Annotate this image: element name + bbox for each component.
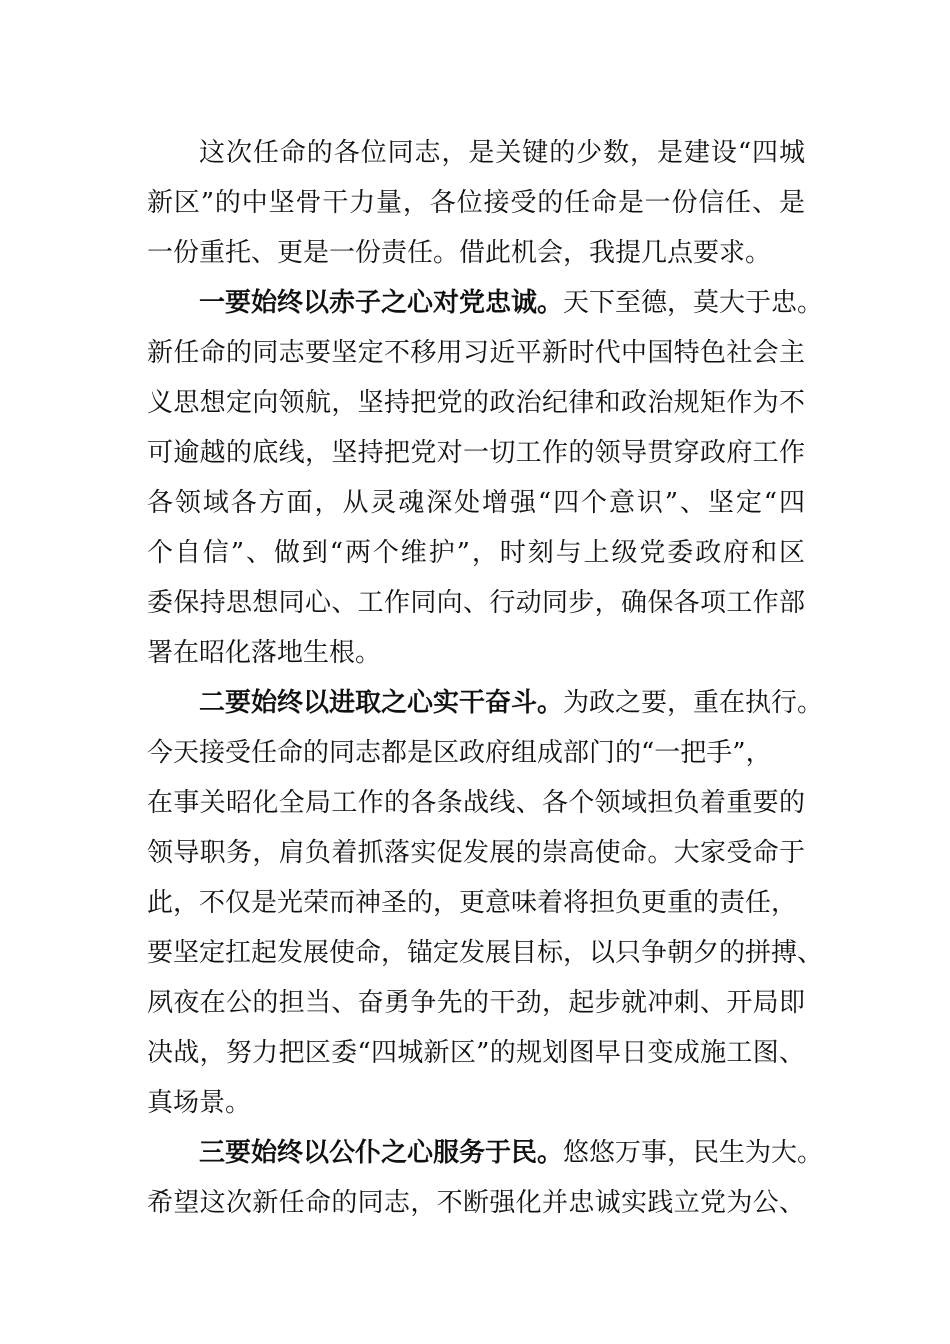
paragraph-line: 可逾越的底线，坚持把党对一切工作的领导贯穿政府工作 <box>147 438 805 468</box>
paragraph-line: 一要始终以赤子之心对党忠诚。天下至德，莫大于忠。 <box>199 288 824 318</box>
paragraph-line: 署在昭化落地生根。 <box>147 638 382 668</box>
paragraph-heading: 三要始终以公仆之心服务于民。 <box>199 1138 564 1168</box>
document-body <box>147 128 824 1228</box>
paragraph-heading: 一要始终以赤子之心对党忠诚。 <box>199 288 564 318</box>
paragraph-intro <box>147 128 805 278</box>
paragraph-line: 要坚定扛起发展使命，锚定发展目标，以只争朝夕的拼搏、 <box>147 938 824 968</box>
paragraph-line: 希望这次新任命的同志，不断强化并忠诚实践立党为公、 <box>147 1188 805 1218</box>
paragraph-line: 领导职务，肩负着抓落实促发展的崇高使命。大家受命于 <box>147 838 805 868</box>
paragraph-striving <box>147 678 824 1128</box>
paragraph-line: 新任命的同志要坚定不移用习近平新时代中国特色社会主 <box>147 338 805 368</box>
paragraph-line: 一份重托、更是一份责任。借此机会，我提几点要求。 <box>147 238 772 268</box>
paragraph-line: 义思想定向领航，坚持把党的政治纪律和政治规矩作为不 <box>147 388 805 418</box>
paragraph-line: 二要始终以进取之心实干奋斗。为政之要，重在执行。 <box>199 688 824 718</box>
paragraph-line: 今天接受任命的同志都是区政府组成部门的“一把手”， <box>147 738 772 768</box>
paragraph-line: 在事关昭化全局工作的各条战线、各个领域担负着重要的 <box>147 788 805 818</box>
paragraph-line: 委保持思想同心、工作同向、行动同步，确保各项工作部 <box>147 588 805 618</box>
paragraph-line: 三要始终以公仆之心服务于民。悠悠万事，民生为大。 <box>199 1138 824 1168</box>
paragraph-heading: 二要始终以进取之心实干奋斗。 <box>199 688 564 718</box>
paragraph-line: 此，不仅是光荣而神圣的，更意味着将担负更重的责任， <box>147 888 798 918</box>
paragraph-line: 个自信”、做到“两个维护”，时刻与上级党委政府和区 <box>147 538 805 568</box>
paragraph-line: 新区”的中坚骨干力量，各位接受的任命是一份信任、是 <box>147 188 805 218</box>
paragraph-line: 各领域各方面，从灵魂深处增强“四个意识”、坚定“四 <box>147 488 805 518</box>
paragraph-line: 夙夜在公的担当、奋勇争先的干劲，起步就冲刺、开局即 <box>147 988 805 1018</box>
paragraph-line: 决战，努力把区委“四城新区”的规划图早日变成施工图、 <box>147 1038 805 1068</box>
paragraph-service <box>147 1128 824 1228</box>
paragraph-line: 真场景。 <box>147 1088 252 1118</box>
paragraph-line: 这次任命的各位同志，是关键的少数，是建设“四城 <box>199 138 805 168</box>
paragraph-loyalty <box>147 278 824 678</box>
